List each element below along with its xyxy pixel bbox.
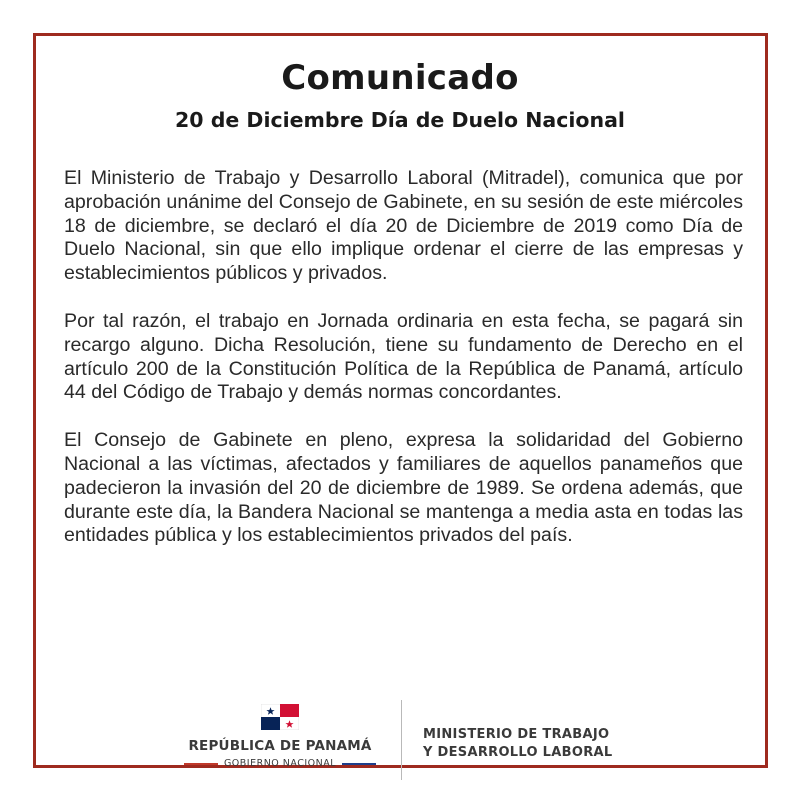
republic-label: REPÚBLICA DE PANAMÁ: [188, 738, 372, 754]
paragraph-2: Por tal razón, el trabajo en Jornada ordinaria en esta fecha, se pagará sin recargo alguno. Dicha Resolución, tiene su fundamento de Derecho en el artículo 200 de la Constitución Política de la República de Panamá, artículo 44 del Código de Trabajo y demás normas concordantes.: [64, 309, 743, 404]
footer-divider: [401, 700, 402, 780]
government-logo: [170, 704, 390, 769]
paragraph-1: El Ministerio de Trabajo y Desarrollo Laboral (Mitradel), comunica que por aprobación unánime del Consejo de Gabinete, en su sesión de este miércoles 18 de diciembre, se declaró el día 20 de Diciembre de 2019 como Día de Duelo Nacional, sin que ello implique ordenar el cierre de las empresas y establecimientos públicos y privados.: [64, 167, 743, 285]
ministry-line-1: MINISTERIO DE TRABAJO: [423, 727, 610, 742]
page-subtitle: 20 de Diciembre Día de Duelo Nacional: [175, 108, 625, 132]
paragraph-3: El Consejo de Gabinete en pleno, expresa la solidaridad del Gobierno Nacional a las víctimas, afectados y familiares de aquellos panameños que padecieron la invasión del 20 de diciembre de 1989. Se ordena además, que durante este día, la Bandera Nacional se mantenga a media asta en todas las entidades pública y los establecimientos privados del país.: [64, 429, 743, 547]
blue-rule: [342, 763, 376, 765]
page-title: Comunicado: [281, 58, 519, 98]
ministry-logo-text: [423, 726, 612, 762]
ministry-line-2: Y DESARROLLO LABORAL: [423, 745, 613, 760]
panama-flag-icon: [261, 704, 299, 730]
government-label-row: [170, 758, 390, 769]
red-rule: [184, 763, 218, 765]
communique-body: [64, 167, 743, 572]
government-label: GOBIERNO NACIONAL: [223, 758, 337, 769]
